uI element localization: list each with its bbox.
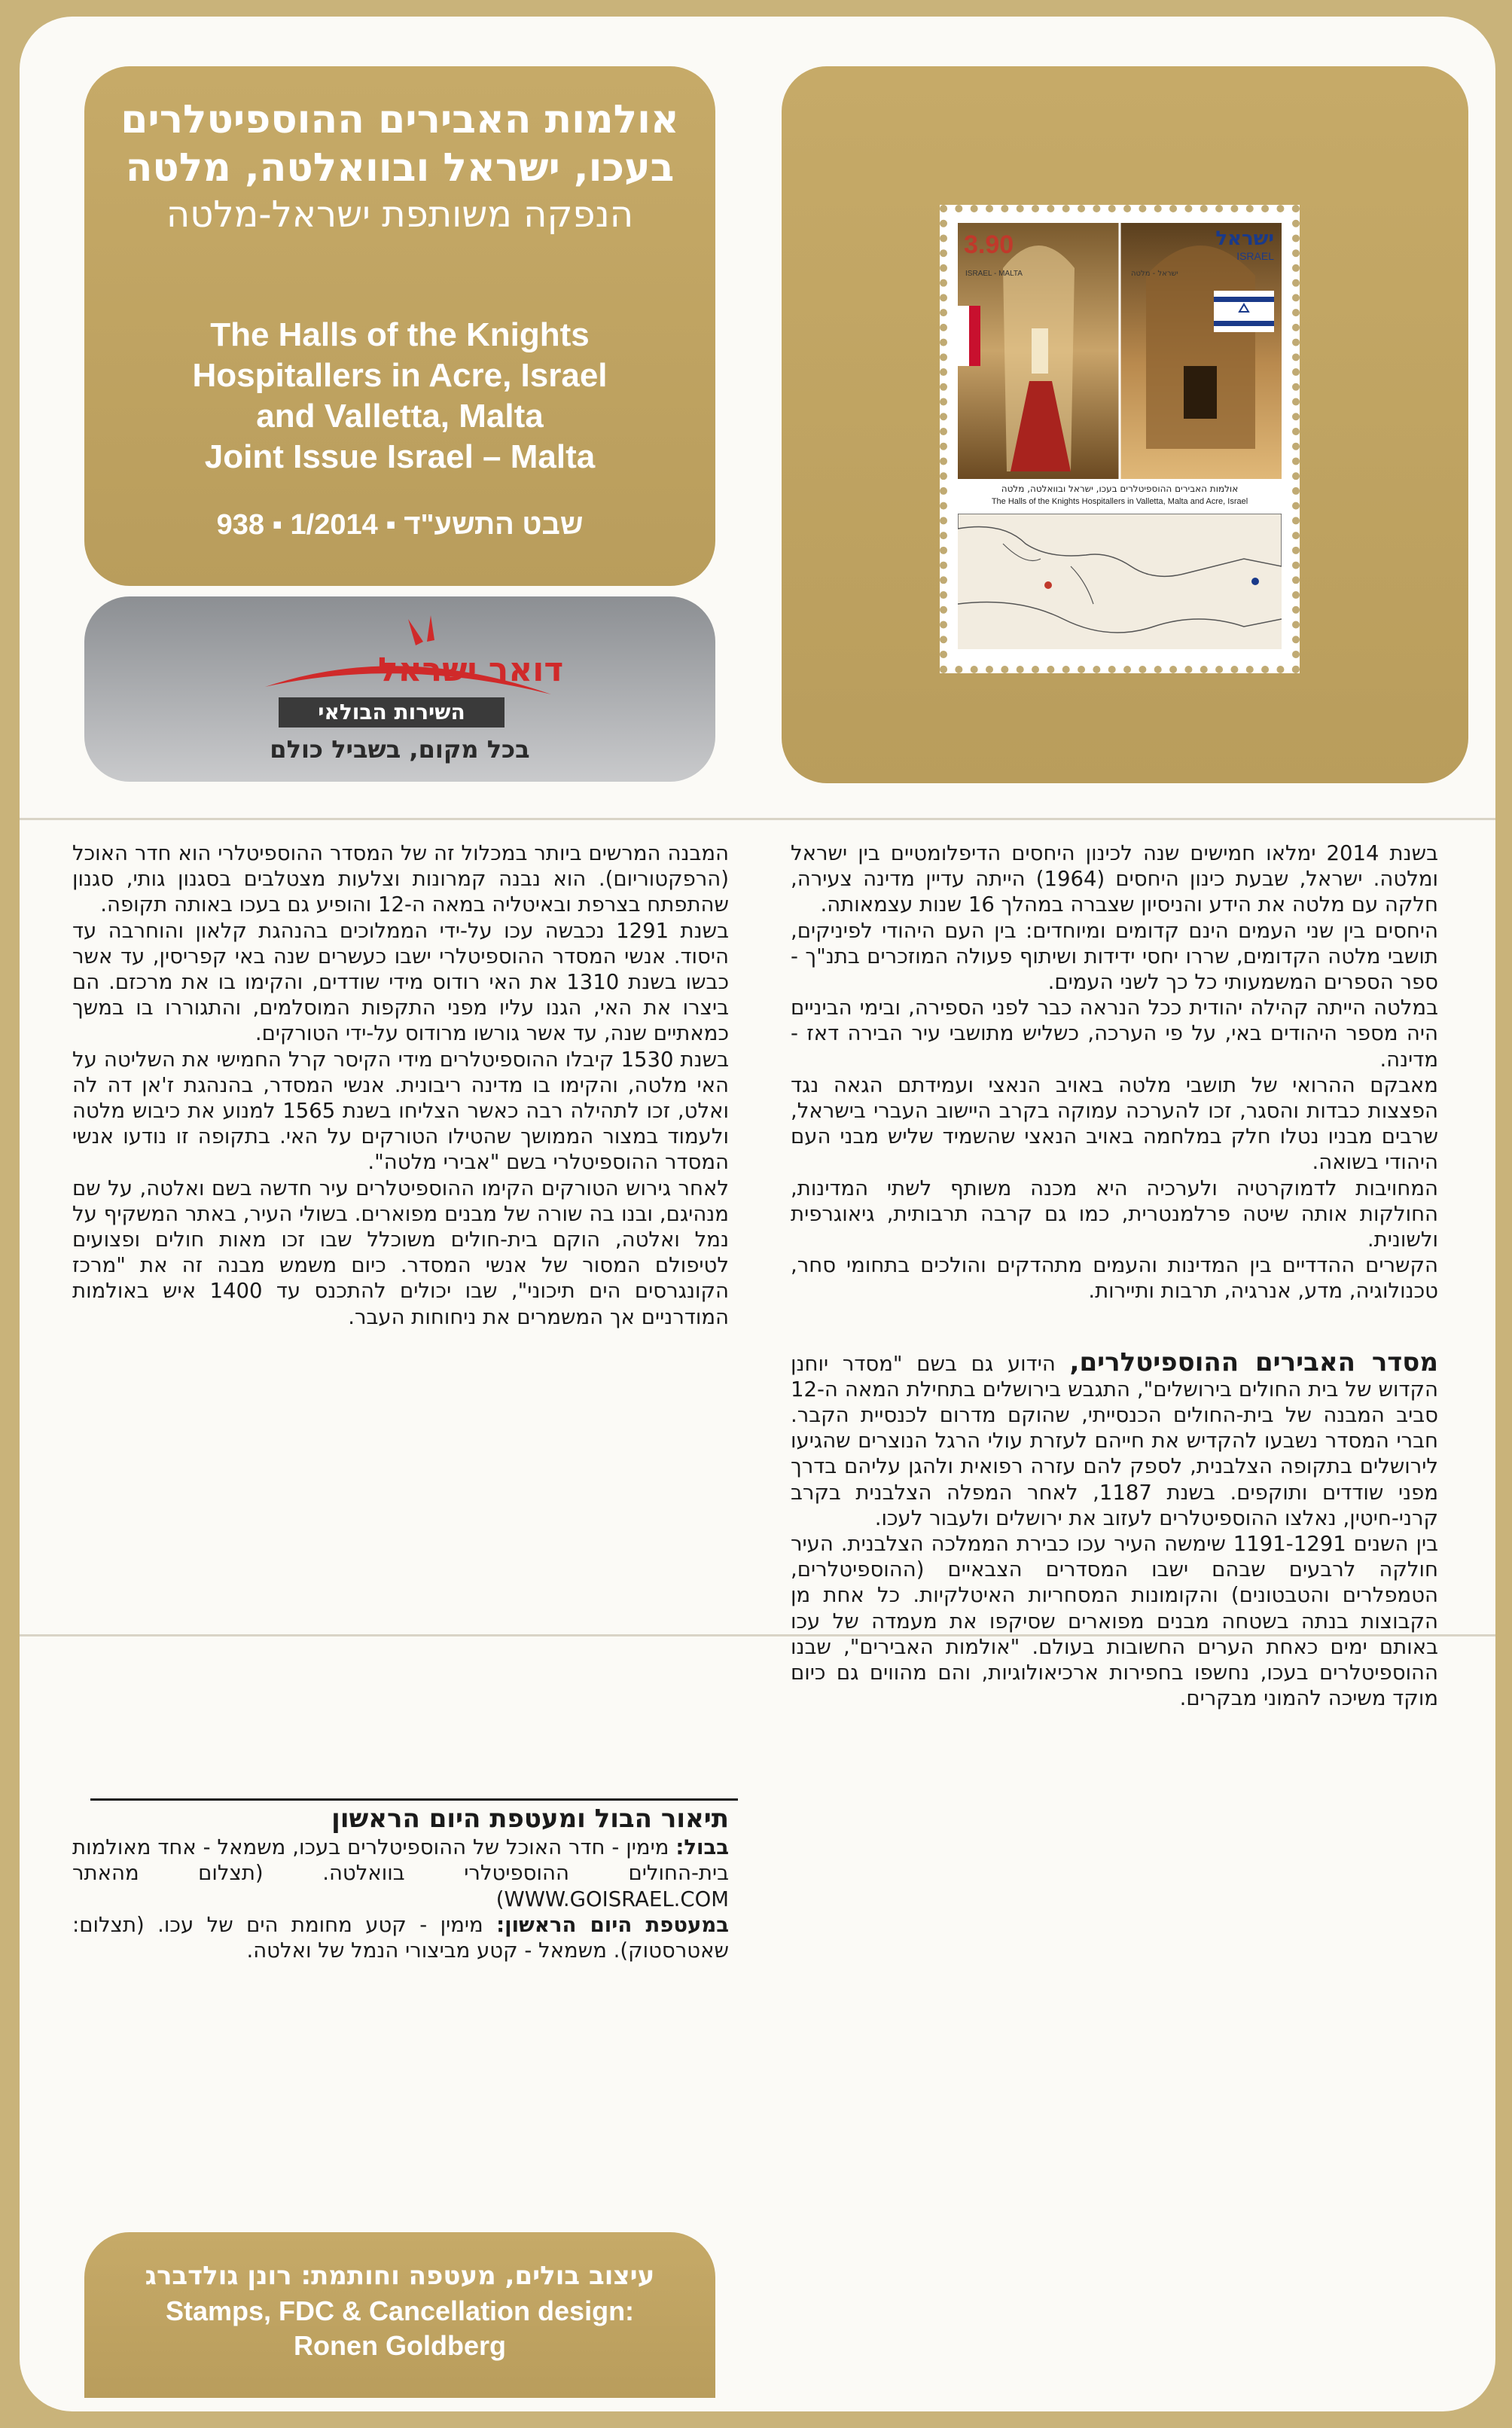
- right-text-column: [791, 840, 1438, 1712]
- stamp-description-text: מימין - חדר האוכל של ההוספיטלרים בעכו, משמאל - אחד מאולמות בית-החולים ההוספיטלרי בוואלטה. (תצלום מהאתר WWW.GOISRAEL.COM): [72, 1835, 729, 1911]
- english-title-line-4: Joint Issue Israel – Malta: [204, 438, 596, 475]
- paragraph: היחסים בין שני העמים הינם קדומים ומיוחדים: בין העם היהודי לפיניקים, תושבי מלטה הקדומים, שררו יחסי ידידות ושיתוף פעולה המוזכרים בתנ"ך - ספר הספרים המשמעותי כל כך לשני העמים.: [791, 918, 1438, 995]
- stamp-value: 3.90: [964, 230, 1014, 259]
- paragraph: בשנת 2014 ימלאו חמישים שנה לכינון היחסים הדיפלומטיים בין ישראל ומלטה. ישראל, שבעת כינון היחסים (1964) הייתה עדיין מדינה צעירה, חלקה עם מלטה את הידע והניסיון שצברה במהלך 16 שנות עצמאותה.: [791, 841, 1438, 917]
- design-credits-box: [84, 2232, 715, 2398]
- paragraph: במלטה הייתה קהילה יהודית ככל הנראה כבר לפני הספירה, ובימי הביניים היה מספר היהודים באי, על פי הערכה, כשליש מתושבי עיר הבירה דאז - מדינה.: [791, 996, 1438, 1072]
- section-divider: [90, 1798, 738, 1801]
- logo-box: [84, 596, 715, 782]
- stamp-map-icon: [958, 514, 1282, 649]
- english-title-line-3: and Valletta, Malta: [256, 398, 544, 435]
- hebrew-title-line-2: בעכו, ישראל ובוואלטה, מלטה: [125, 145, 675, 191]
- left-text-column: [72, 840, 729, 1330]
- fdc-description-label: במעטפת היום הראשון:: [496, 1912, 730, 1937]
- stamp-caption-english: The Halls of the Knights Hospitallers in Valletta, Malta and Acre, Israel: [991, 497, 1248, 506]
- stamp-country-english: ISRAEL: [1236, 250, 1274, 262]
- hebrew-subtitle: הנפקה משותפת ישראל-מלטה: [166, 194, 634, 236]
- philatelic-service-banner: השירות הבולאי: [279, 697, 505, 727]
- hebrew-title-line-1: אולמות האבירים ההוספיטלרים: [120, 97, 679, 142]
- stamp-caption-hebrew: אולמות האבירים ההוספיטלרים בעכו, ישראל ובוואלטה, מלטה: [1001, 483, 1239, 494]
- stamp-label-left: ISRAEL - MALTA: [965, 270, 1023, 278]
- design-credit-hebrew: עיצוב בולים, מעטפה וחותמת: רונן גולדברג: [145, 2261, 655, 2291]
- stamp-box: [782, 66, 1468, 783]
- stamp-country-hebrew: ישראל: [1215, 227, 1274, 250]
- israel-post-logo: דואר ישראל: [378, 651, 564, 689]
- title-box: [84, 66, 715, 586]
- paragraph: בשנת 1530 קיבלו ההוספיטלרים מידי הקיסר קרל החמישי את השליטה על האי מלטה, והקימו בו מדינה ריבונית. אנשי המסדר, בהנהגת ז'אן דה לה ואלט, זכו לתהילה רבה כאשר הצליחו בשנת 1565 למנוע את כיבוש מלטה ולעמוד במצור הממושך שהטילו הטורקים על האי. בתקופה זו נודעו אנשי המסדר ההוספיטלרי בשם "אבירי מלטה".: [72, 1047, 730, 1175]
- stamp-photo: [958, 223, 1282, 479]
- stamp-description-label: בבול:: [675, 1835, 729, 1860]
- paragraph: הקשרים ההדדיים בין המדינות והעמים מתהדקים והולכים בתחומי סחר, טכנולוגיה, מדע, אנרגיה, תרבות ותיירות.: [791, 1253, 1438, 1304]
- stamp: [940, 205, 1300, 673]
- paragraph: המחויבות לדמוקרטיה ולערכיה היא מכנה משותף לשתי המדינות, החולקות אותה שיטה פרלמנטרית, כמו גם קרבה תרבותית, גיאוגרפית ולשונית.: [791, 1176, 1438, 1252]
- order-section-text: הידוע גם בשם "מסדר יוחנן הקדוש של בית החולים בירושלים", התגבש בירושלים בתחילת המאה ה-12 סביב המבנה של בית-החולים הכנסייתי, שהוקם מדרום לכנסיית הקבר. חברי המסדר נשבעו להקדיש את חייהם לעזרת עולי הרגל הנוצרים שהגיעו לירושלים בתקופה הצלבנית, לספק להם עזרה רפואית ולהגן עליהם בדרך מפני שודדים ותוקפים. בשנת 1187, לאחר המפלה הצלבנית בקרב קרני-חיטין, נאלצו ההוספיטלרים לעזוב את ירושלים ולעבור לעכו.: [791, 1351, 1439, 1530]
- english-title-line-2: Hospitallers in Acre, Israel: [192, 357, 608, 394]
- english-title-line-1: The Halls of the Knights: [210, 316, 590, 353]
- fold-line-top: [20, 818, 1495, 820]
- order-section: [791, 1347, 1439, 1531]
- designer-name: Ronen Goldberg: [294, 2330, 506, 2361]
- issue-number: 938 ▪ 1/2014 ▪ שבט התשע"ד: [216, 509, 584, 541]
- fdc-description-text: מימין - קטע מחומת הים של עכו. (תצלום: שאטרסטוק). משמאל - קטע מביצורי הנמל של ואלטה.: [72, 1912, 729, 1963]
- stamp-description-block: [72, 1806, 729, 1963]
- design-credit-english-line-1: Stamps, FDC & Cancellation design:: [165, 2295, 635, 2326]
- paragraph: לאחר גירוש הטורקים הקימו ההוספיטלרים עיר חדשה בשם ואלטה, על שם מנהיגם, ובנו בה שורה של מבנים מפוארים. בשולי העיר, באתר המשקיף על נמל ואלטה, הוקם בית-חולים משוכלל שבו זכו מאות חולים ופצועים לטיפולם המסור של אנשי המסדר. כיום משמש מבנה זה את "מרכז הקונגרסים הים תיכוני", שבו יכולים להתכנס עד 1400 איש באולמות המודרניים אך המשמרים את ניחוחות העבר.: [72, 1176, 729, 1329]
- stamp-description-heading: תיאור הבול ומעטפת היום הראשון: [331, 1804, 729, 1834]
- paragraph: המבנה המרשים ביותר במכלול זה של המסדר ההוספיטלרי הוא חדר האוכל (הרפקטוריום). הוא נבנה קמרונות וצלעות מצטלבים בסגנון גותי, סגנון שהתפתח בצרפת ובאיטליה במאה ה-12 והופיע גם בעכו באותה תקופה.: [72, 841, 729, 917]
- paragraph: מאבקם ההרואי של תושבי מלטה באויב הנאצי ועמידתם הגאה נגד הפצצות כבדות והסגר, זכו להערכה עמוקה בקרב היישוב העברי בישראל, שרבים מבניו נטלו חלק במלחמה באויב הנאצי שהשמיד שליש מבני העם היהודי בשואה.: [791, 1072, 1438, 1175]
- paragraph: בשנת 1291 נכבשה עכו על-ידי הממלוכים בהנהגת קלאון והוחרבה עד היסוד. אנשי המסדר ההוספיטלרי ישבו כעשרים שנה באי קפריסין, עד אשר כבשו בשנת 1310 את האי רודוס מידי שודדים, והקימו בו את מרכזם. הם ביצרו את האי, הגנו עליו מפני התקפות המוסלמים, והתגוררו בו במשך כמאתיים שנה, עד אשר גורשו מרודוס על-ידי הטורקים.: [72, 918, 729, 1046]
- order-section-heading: מסדר האבירים ההוספיטלרים,: [1069, 1347, 1438, 1377]
- logo-slogan: בכל מקום, בשביל כולם: [270, 735, 530, 764]
- stamp-label-right: ישראל - מלטה: [1131, 270, 1178, 278]
- paragraph: בין השנים 1191-1291 שימשה העיר עכו כבירת הממלכה הצלבנית. העיר חולקה לרבעים שבהם ישבו המסדרים הצבאיים (ההוספיטלרים, הטמפלרים והטבטונים) והקומונות המסחריות האיטלקיות. כל אחת מן הקבוצות בנתה בשטחה מבנים מפוארים שסיקפו את מעמדה של עכו באותם ימים כאחת הערים החשובות בעולם. "אולמות האבירים", שבנו ההוספיטלרים בעכו, נחשפו בחפירות ארכיאולוגיות, והם מהווים גם כיום מוקד משיכה להמוני מבקרים.: [791, 1532, 1438, 1711]
